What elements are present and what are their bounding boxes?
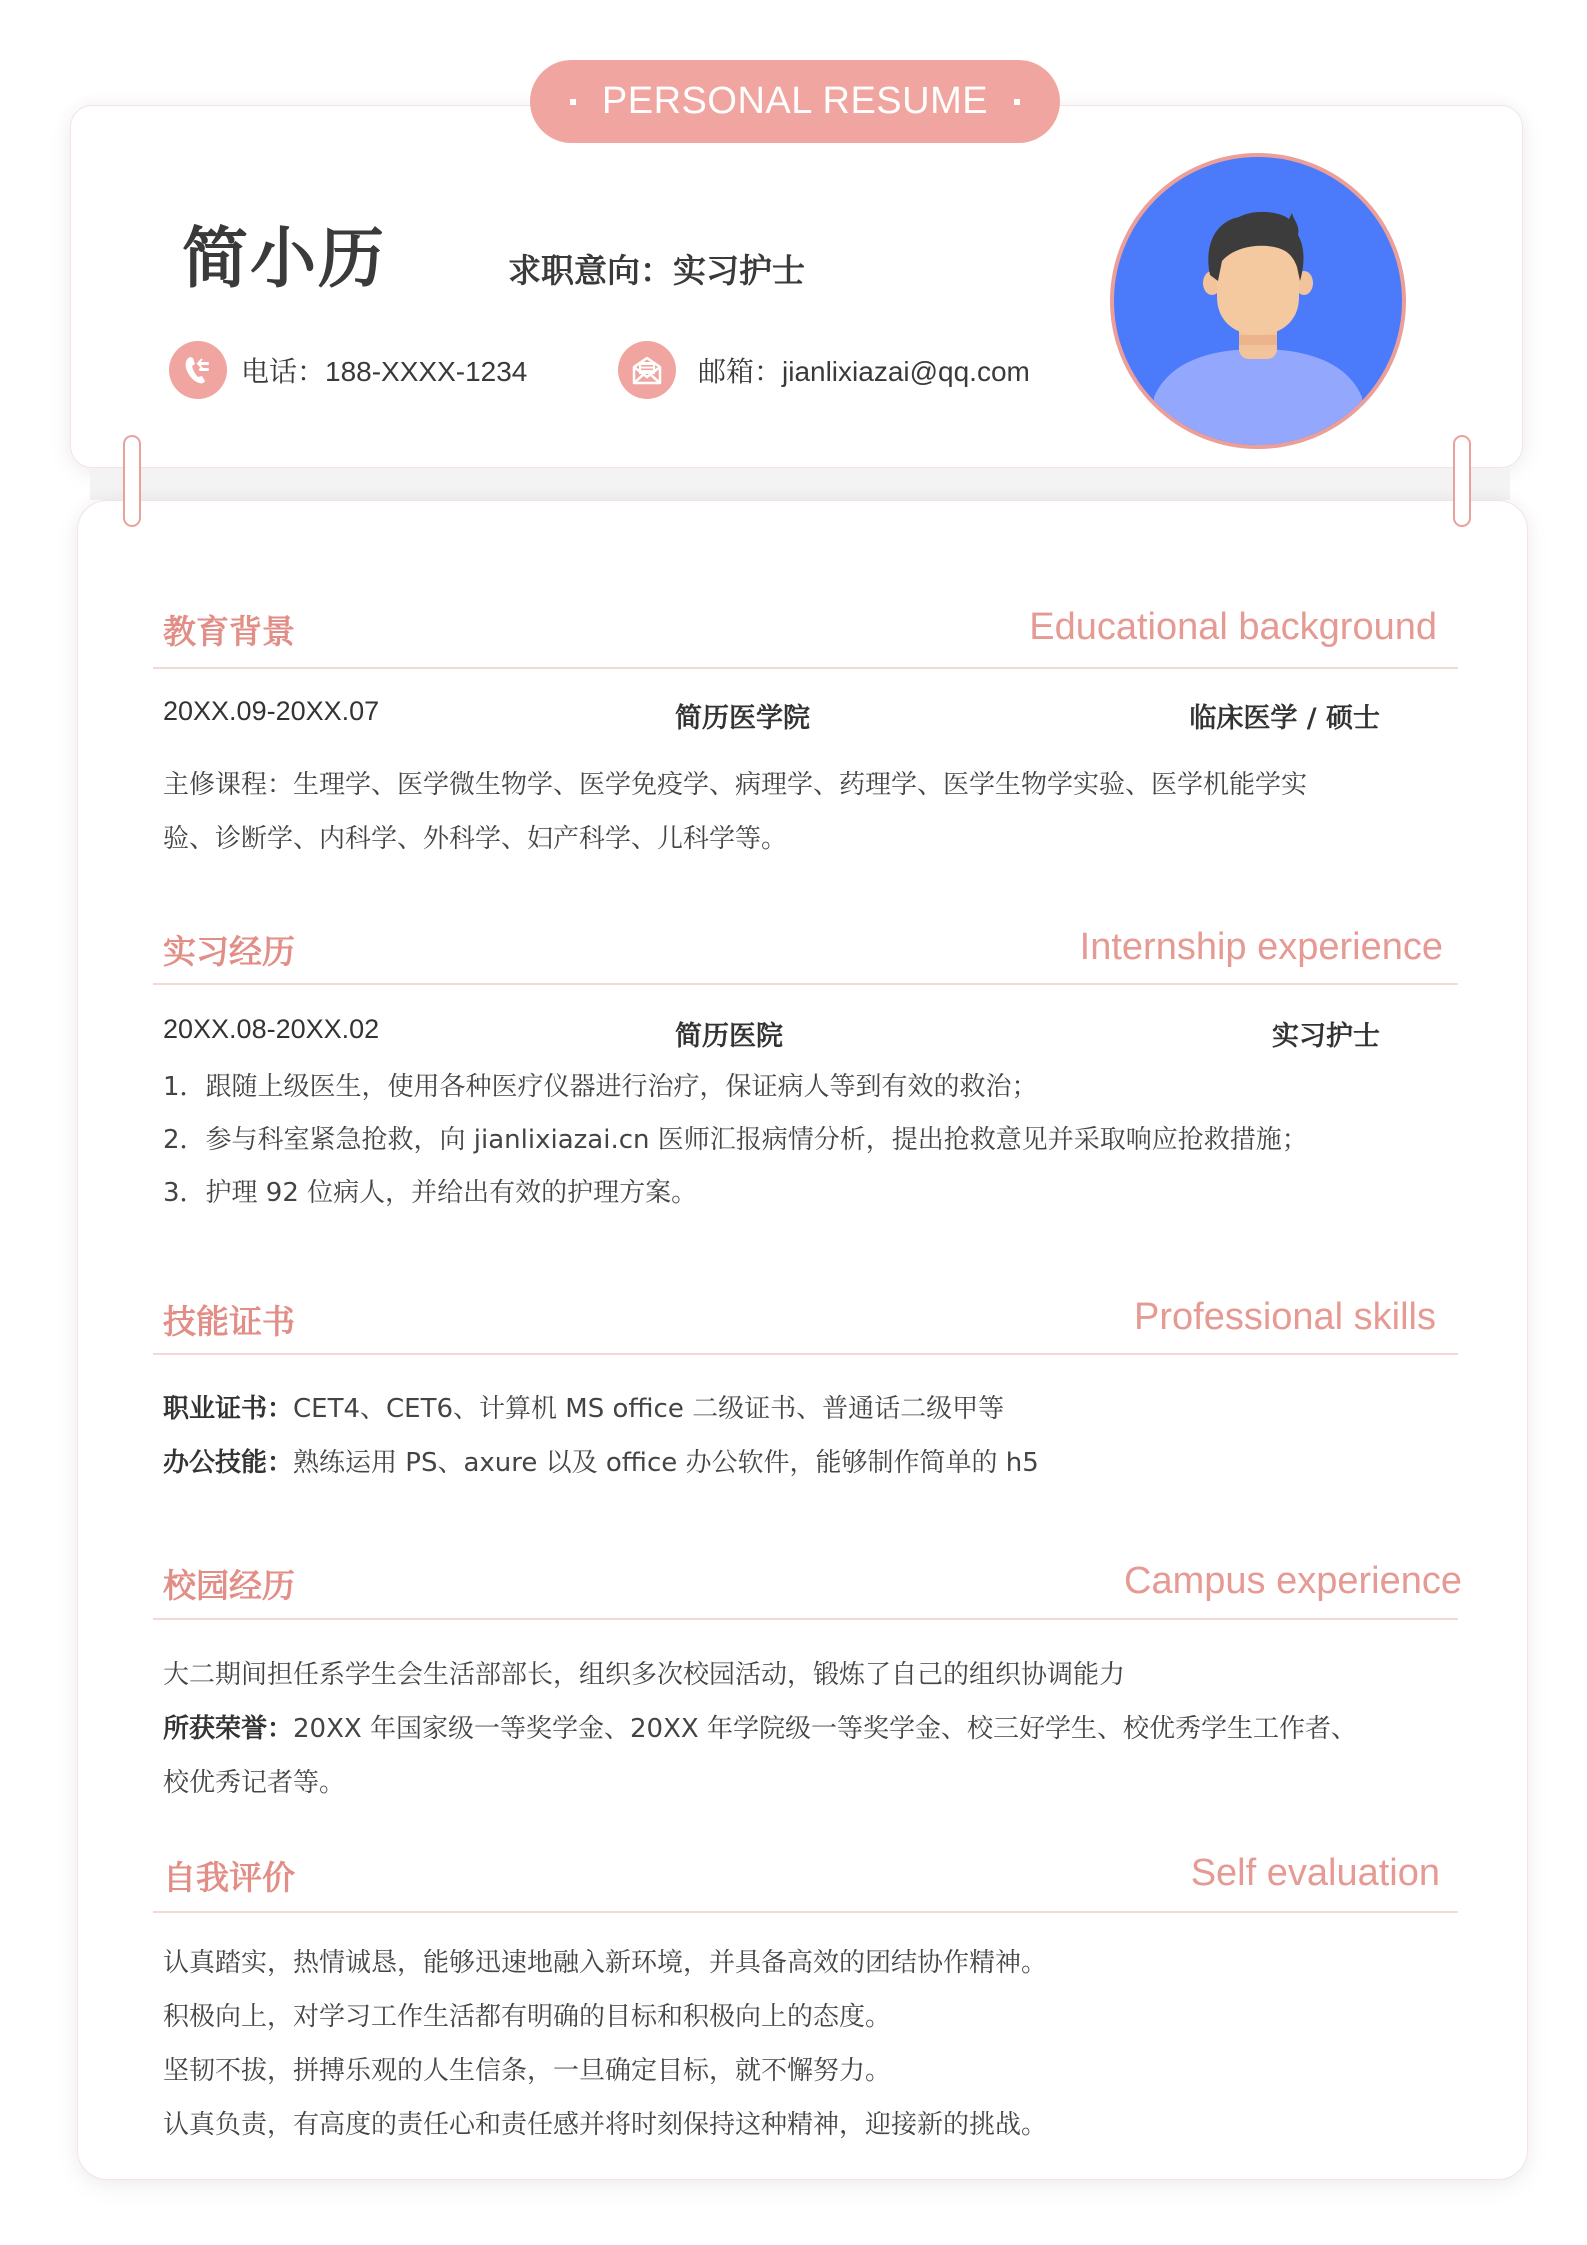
skill-label: 职业证书： xyxy=(163,1394,294,1424)
section-title-cn: 校园经历 xyxy=(163,1566,295,1605)
skill-value: 熟练运用 PS、axure 以及 office 办公软件，能够制作简单的 h5 xyxy=(293,1448,1039,1478)
section-title-cn: 技能证书 xyxy=(163,1302,295,1341)
section-divider xyxy=(153,1618,1458,1620)
internship-role: 实习护士 xyxy=(1272,1021,1380,1052)
section-divider xyxy=(153,1353,1458,1355)
section-self-evaluation xyxy=(153,1852,1458,2152)
self-eval-line-1: 认真踏实，热情诚恳，能够迅速地融入新环境，并具备高效的团结协作精神。 xyxy=(163,1948,1048,1978)
internship-row xyxy=(163,1014,1458,1052)
section-title-en: Self evaluation xyxy=(1190,1852,1440,1894)
dot-right-icon xyxy=(1014,99,1020,105)
education-degree: 临床医学 / 硕士 xyxy=(1189,703,1380,734)
contact-email xyxy=(618,341,1030,399)
section-title-en: Educational background xyxy=(1029,606,1437,648)
section-header xyxy=(153,1852,1458,1907)
education-period: 20XX.09-20XX.07 xyxy=(163,696,380,726)
title-pill-label: PERSONAL RESUME xyxy=(601,80,989,122)
section-divider xyxy=(153,667,1458,669)
section-internship xyxy=(153,926,1458,1216)
job-intent: 求职意向：实习护士 xyxy=(508,251,805,290)
candidate-name: 简小历 xyxy=(182,220,386,297)
skill-certificates xyxy=(163,1388,1004,1425)
section-education xyxy=(153,606,1458,856)
section-header xyxy=(153,926,1458,981)
skill-office xyxy=(163,1442,1039,1479)
section-header xyxy=(153,1296,1458,1351)
campus-line-1: 大二期间担任系学生会生活部部长，组织多次校园活动，锻炼了自己的组织协调能力 xyxy=(163,1660,1126,1690)
section-divider xyxy=(153,1911,1458,1913)
self-eval-line-2: 积极向上，对学习工作生活都有明确的目标和积极向上的态度。 xyxy=(163,2002,892,2032)
internship-period: 20XX.08-20XX.02 xyxy=(163,1014,380,1044)
phone-text: 电话：188-XXXX-1234 xyxy=(241,356,528,387)
internship-hospital: 简历医院 xyxy=(675,1021,783,1052)
section-divider xyxy=(153,983,1458,985)
skill-label: 办公技能： xyxy=(163,1448,294,1478)
education-row xyxy=(163,696,1458,734)
courses-line-1: 主修课程：生理学、医学微生物学、医学免疫学、病理学、药理学、医学生物学实验、医学机能学实 xyxy=(163,770,1308,800)
ring-connector-left xyxy=(123,435,141,527)
self-eval-line-4: 认真负责，有高度的责任心和责任感并将时刻保持这种精神，迎接新的挑战。 xyxy=(163,2110,1048,2140)
education-school: 简历医学院 xyxy=(675,703,810,734)
contact-phone xyxy=(169,341,527,399)
section-title-cn: 实习经历 xyxy=(163,932,295,971)
email-text: 邮箱：jianlixiazai@qq.com xyxy=(698,356,1030,387)
phone-icon xyxy=(169,341,227,399)
person-icon xyxy=(1114,157,1402,445)
internship-item-1: 1．跟随上级医生，使用各种医疗仪器进行治疗，保证病人等到有效的救治； xyxy=(163,1072,1038,1102)
campus-honors xyxy=(163,1708,1357,1745)
section-title-en: Internship experience xyxy=(1079,926,1443,968)
avatar xyxy=(1110,153,1406,449)
dot-left-icon xyxy=(570,99,576,105)
section-campus xyxy=(153,1560,1462,1810)
section-header xyxy=(153,1560,1462,1615)
internship-item-3: 3．护理 92 位病人，并给出有效的护理方案。 xyxy=(163,1178,698,1208)
section-title-en: Campus experience xyxy=(1124,1560,1462,1602)
section-title-cn: 自我评价 xyxy=(163,1858,295,1897)
honors-label: 所获荣誉： xyxy=(163,1714,294,1744)
courses-line-2: 验、诊断学、内科学、外科学、妇产科学、儿科学等。 xyxy=(163,824,788,854)
honors-value: 20XX 年国家级一等奖学金、20XX 年学院级一等奖学金、校三好学生、校优秀学生工作者、 xyxy=(293,1714,1357,1744)
self-eval-line-3: 坚韧不拔，拼搏乐观的人生信条，一旦确定目标，就不懈努力。 xyxy=(163,2056,892,2086)
card-gap xyxy=(90,468,1510,500)
internship-item-2: 2．参与科室紧急抢救，向 jianlixiazai.cn 医师汇报病情分析，提出抢救意见并采取响应抢救措施； xyxy=(163,1125,1308,1155)
ring-connector-right xyxy=(1453,435,1471,527)
section-header xyxy=(153,606,1458,661)
campus-honors-cont: 校优秀记者等。 xyxy=(163,1768,346,1798)
mail-icon xyxy=(618,341,676,399)
section-title-cn: 教育背景 xyxy=(163,612,295,651)
section-title-en: Professional skills xyxy=(1134,1296,1436,1338)
title-pill xyxy=(530,60,1060,143)
skill-value: CET4、CET6、计算机 MS office 二级证书、普通话二级甲等 xyxy=(293,1394,1005,1424)
section-skills xyxy=(153,1296,1458,1486)
